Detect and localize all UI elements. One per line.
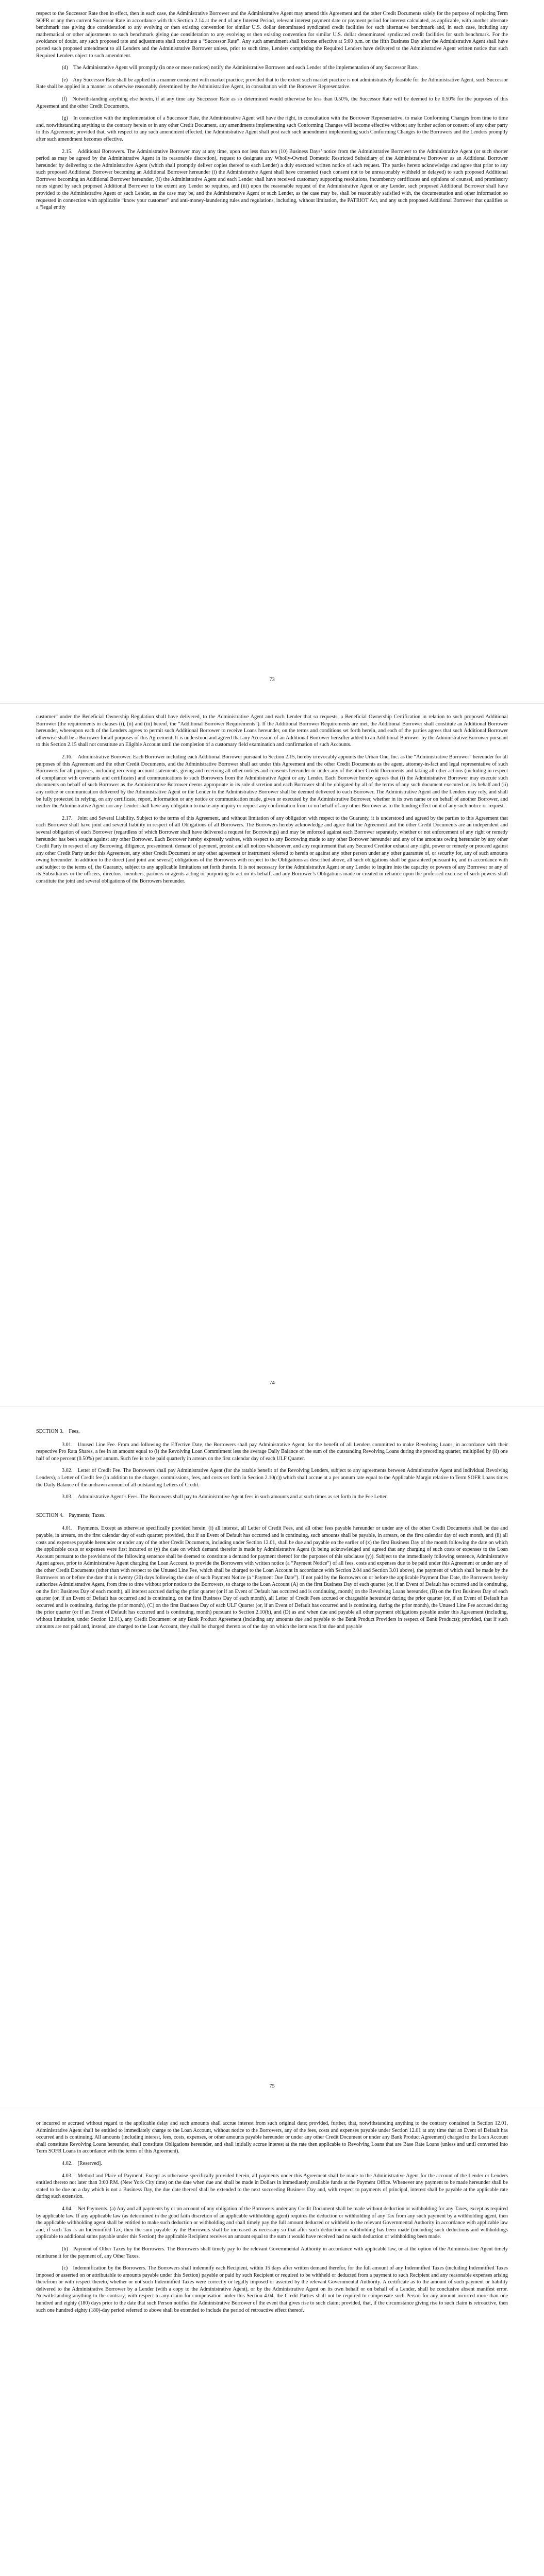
page-75-paragraph-2: 3.02. Letter of Credit Fee. The Borrowers shall pay Administrative Agent (for the ratable benefit of the Revolving Lenders, subject to any agreements between Administrative Agent and individual Revolving Lenders), a Letter of Credit fee (in addition to the charges, commissions, fees, and costs set forth in Section 2.10(c)) which shall accrue at a per annum rate equal to the Applicable Margin relative to Term SOFR Loans times the Daily Balance of the undrawn amount of all outstanding Letters of Credit. [36,1468,508,1488]
page-76-paragraph-1: or incurred or accrued without regard to the applicable delay and such amounts shall accrue interest from such original date; provided, further, that, notwithstanding anything to the contrary contained in Section 12.01, Administrative Agent shall be entitled to immediately charge to the Loan Account, without notice to the Borrowers, any of the fees, costs and expenses payable under Section 12.01 at any time that an Event of Default has occurred and is continuing. All amounts (including interest, fees, costs, expenses, or other amounts payable hereunder or under any other Credit Document or under any Bank Product Agreement) charged to the Loan Account shall constitute Revolving Loans hereunder, shall constitute Obligations hereunder, and shall initially accrue interest at the rate then applicable to Revolving Loans that are Base Rate Loans (unless and until converted into Term SOFR Loans in accordance with the terms of this Agreement). [36,2121,508,2155]
page-76-paragraph-2: 4.02. [Reserved]. [62,2160,102,2166]
document-page-75 [0,1406,544,2110]
page-number: 73 [269,677,275,683]
document-page-76 [0,2110,544,2576]
page-73-paragraph-4: (f) Notwithstanding anything else herein, if at any time any Successor Rate as so determined would otherwise be less than 0.50%, the Successor Rate will be deemed to be 0.50% for the purposes of this Agreement and the other Credit Documents. [36,96,508,109]
page-76-paragraph-3: 4.03. Method and Place of Payment. Except as otherwise specifically provided herein, all payments under this Agreement shall be made to the Administrative Agent for the account of the Lender or Lenders entitled thereto not later than 3:00 P.M. (New York City time) on the date when due and shall be made in Dollars in immediately available funds at the Payment Office. Whenever any payment to be made hereunder shall be stated to be due on a day which is not a Business Day, the due date thereof shall be extended to the next succeeding Business Day and, with respect to payments of principal, interest shall be payable at the applicable rate during such extension. [36,2173,508,2200]
section-4-heading: SECTION 4. Payments; Taxes. [36,1512,106,1518]
page-number: 74 [269,1380,275,1386]
page-76-paragraph-4: 4.04. Net Payments. (a) Any and all payments by or on account of any obligation of the Borrowers under any Credit Document shall be made without deduction or withholding for any Taxes, except as required by applicable law. If any applicable law (as determined in the good faith discretion of an applicable withholding agent) requires the deduction or withholding of any Tax from any such payment by a withholding agent, then the applicable withholding agent shall be entitled to make such deduction or withholding and shall timely pay the full amount deducted or withheld to the relevant Governmental Authority in accordance with applicable law and, if such Tax is an Indemnified Tax, then the sum payable by the Borrowers shall be increased as necessary so that after such deduction or withholding has been made (including such deductions and withholdings applicable to additional sums payable under this Section) the applicable Recipient receives an amount equal to the sum it would have received had no such deduction or withholding been made. [36,2206,508,2240]
page-73-paragraph-5: (g) In connection with the implementation of a Successor Rate, the Administrative Agent will have the right, in consultation with the Borrower Representative, to make Conforming Changes from time to time and, notwithstanding anything to the contrary herein or in any other Credit Document, any amendments implementing such Conforming Changes will become effective without any further action or consent of any other party to this Agreement; provided that, with respect to any such amendment effected, the Administrative Agent shall post each such amendment implementing such Conforming Changes to the Borrowers and the Lenders promptly after such amendment becomes effective. [36,115,508,142]
page-76-paragraph-6: (c) Indemnification by the Borrowers. The Borrowers shall indemnify each Recipient, within 15 days after written demand therefor, for the full amount of any Indemnified Taxes (including Indemnified Taxes imposed or asserted on or attributable to amounts payable under this Section) payable or paid by such Recipient or required to be withheld or deducted from a payment to such Recipient and any reasonable expenses arising therefrom or with respect thereto, whether or not such Indemnified Taxes were correctly or legally imposed or asserted by the relevant Governmental Authority. A certificate as to the amount of such payment or liability delivered to the Administrative Borrower by a Lender (with a copy to the Administrative Agent), or by the Administrative Agent on its own behalf or on behalf of a Lender, shall be conclusive absent manifest error. Notwithstanding anything to the contrary, with respect to any claim for compensation under this Section 4.04, the Credit Parties shall not be required to compensate such Person for any amount incurred more than one hundred and eighty (180) days prior to the date that such Person notifies the Administrative Borrower of the event that gives rise to such claim; provided, that, if the circumstance giving rise to such claim is retroactive, then such one hundred eighty (180)-day period referred to above shall be extended to include the period of retroactive effect thereof. [36,2265,508,2313]
page-73-paragraph-6: 2.15. Additional Borrowers. The Administrative Borrower may at any time, upon not less than ten (10) Business Days’ notice from the Administrative Borrower to the Administrative Agent (or such shorter period as may be agreed by the Administrative Agent in its reasonable discretion), request to designate any Wholly-Owned Domestic Restricted Subsidiary of the Administrative Borrower as an Additional Borrower hereunder by delivering to the Administrative Agent (which shall promptly deliver copies thereof to each Lender) a duly executed written notice of such request. The parties hereto acknowledge and agree that prior to any such proposed Additional Borrower becoming an Additional Borrower hereunder (i) the Administrative Agent shall have consented (such consent not to be unreasonably withheld or delayed) to such proposed Additional Borrower becoming an Additional Borrower hereunder, (ii) the Administrative Agent and each Lender shall have received customary supporting resolutions, incumbency certificates and opinions of counsel, and promissory notes signed by such proposed Additional Borrower to the extent any Lender so requires, and (iii) upon the reasonable request of the Administrative Agent or any Lender, such proposed Additional Borrower shall have provided to the Administrative Agent or such Lender, as the case may be, and the Administrative Agent or such Lender, as the case may be, shall be reasonably satisfied with, the documentation and other information so requested in connection with applicable “know your customer” and anti-money-laundering rules and regulations, including, without limitation, the PATRIOT Act, and any such proposed Additional Borrower that qualifies as a “legal entity [36,148,508,211]
page-75-paragraph-3: 3.03. Administrative Agent’s Fees. The Borrowers shall pay to Administrative Agent fees in such amounts and at such times as set forth in the Fee Letter. [62,1494,388,1500]
page-73-paragraph-3: (e) Any Successor Rate shall be applied in a manner consistent with market practice; provided that to the extent such market practice is not administratively feasible for the Administrative Agent, such Successor Rate shall be applied in a manner as otherwise reasonably determined by the Administrative Agent, in consultation with the Borrower Representative. [36,77,508,90]
document-page-74 [0,703,544,1406]
section-3-heading: SECTION 3. Fees. [36,1429,80,1434]
page-76-paragraph-5: (b) Payment of Other Taxes by the Borrowers. The Borrowers shall timely pay to the relevant Governmental Authority in accordance with applicable law, or at the option of the Administrative Agent timely reimburse it for the payment of, any Other Taxes. [36,2246,508,2259]
document-page-73 [0,0,544,703]
page-75-paragraph-1: 3.01. Unused Line Fee. From and following the Effective Date, the Borrowers shall pay Administrative Agent, for the benefit of all Lenders committed to make Revolving Loans, in accordance with their respective Pro Rata Shares, a fee in an amount equal to (i) the Revolving Loan Commitment less the average Daily Balance of the sum of the outstanding Revolving Loans during the preceding quarter, multiplied by (ii) one half of one percent (0.50%) per annum. Such fee is to be paid quarterly in arrears on the first calendar day of each ULF Quarter. [36,1442,508,1462]
page-74-paragraph-1: customer” under the Beneficial Ownership Regulation shall have delivered, to the Administrative Agent and each Lender that so requests, a Beneficial Ownership Certification in relation to such proposed Additional Borrower (the requirements in clauses (i), (ii) and (iii) hereof, the “Additional Borrower Requirements”). If the Additional Borrower Requirements are met, the Additional Borrower shall constitute an Additional Borrower hereunder, whereupon each of the Lenders agrees to permit such Additional Borrower to receive Loans hereunder, on the terms and conditions set forth herein, and each of the parties agrees that such Additional Borrower otherwise shall be a Borrower for all purposes of this Agreement. It is understood and agreed that any Accession of an Additional Borrower hereafter added to an Additional Borrower by the Administrative Borrower pursuant to this Section 2.15 shall not constitute an Eligible Account until the completion of a customary field examination and confirmation of such Accounts. [36,714,508,748]
page-75-paragraph-4: 4.01. Payments. Except as otherwise specifically provided herein, (i) all interest, all Letter of Credit Fees, and all other fees payable hereunder or under any of the other Credit Documents shall be due and payable, in arrears, on the first calendar day of each quarter; provided, that if an Event of Default has occurred and is continuing, such amounts shall be payable, in arrears, on the first calendar day of each month, and (ii) all costs and expenses payable hereunder or under any of the other Credit Documents, including under Section 12.01, shall be due and payable on the earlier of (x) the first Business Day of the month following the date on which the applicable costs or expenses were first incurred or (y) the date on which demand therefor is made by Administrative Agent (it being acknowledged and agreed that any charging of such costs or expenses to the Loan Account pursuant to the provisions of the following sentence shall be deemed to constitute a demand for payment thereof for the purposes of this subclause (y)). Subject to the immediately following sentence, Administrative Agent agrees, prior to Administrative Agent charging the Loan Account, to provide the Borrowers with written notice (a “Payment Notice”) of all fees, costs and expenses due to be paid under this Agreement or under any of the other Credit Documents (other than with respect to the Unused Line Fee, which shall be charged to the Loan Account in accordance with Section 2.04 and Section 3.01 above), the payment of which shall be made by the Borrowers on or before the date that is twenty (20) days following the date of such Payment Notice (a “Payment Due Date”). If not paid by the Borrowers on or before the applicable Payment Due Date, the Borrowers hereby authorizes Administrative Agent, from time to time without prior notice to the Borrowers, to charge to the Loan Account (A) on the first Business Day of each quarter (or, if an Event of Default has occurred and is continuing, on the first Business Day of each month), all interest accrued during the prior quarter (or if an Event of Default has occurred and is continuing, month) on the Revolving Loans hereunder, (B) on the first Business Day of each quarter (or, if an Event of Default has occurred and is continuing, on the first Business Day of each month), all Letter of Credit Fees accrued or chargeable hereunder during the prior quarter (or, if an Event of Default has occurred and is continuing, during the prior month), (C) on the first Business Day of each ULF Quarter (or, if an Event of Default has occurred and is continuing, during the prior month), the Unused Line Fee accrued during the prior quarter (or if an Event of Default has occurred and is continuing, month) pursuant to Section 2.10(b), and (D) as and when due and payable all other payment obligations payable under this Agreement (including, without limitation, under Section 12.01), any Credit Document or any Bank Product Agreement (including any amounts due and payable to the Bank Product Providers in respect of Bank Products); provided, that if such amounts are not paid and, instead, are charged to the Loan Account, they shall be charged thereto as of the day on which the item was first due and payable [36,1526,508,1630]
page-73-paragraph-1: respect to the Successor Rate then in effect, then in each case, the Administrative Borrower and the Administrative Agent may amend this Agreement and the other Credit Documents solely for the purpose of replacing Term SOFR or any then current Successor Rate in accordance with this Section 2.14 at the end of any Interest Period, relevant interest payment date or payment period for interest calculated, as applicable, with another alternate benchmark rate giving due consideration to any evolving or then existing convention for similar U.S. dollar denominated syndicated credit facilities for such alternative benchmark and, in each case, including any mathematical or other adjustments to such benchmark giving due consideration to any evolving or then existing convention for similar U.S. dollar denominated syndicated credit facilities for such benchmark. For the avoidance of doubt, any such proposed rate and adjustments shall constitute a “Successor Rate”. Any such amendment shall become effective at 5:00 p.m. on the fifth Business Day after the Administrative Agent shall have posted such proposed amendment to all Lenders and the Administrative Borrower unless, prior to such time, Lenders comprising the Required Lenders have delivered to the Administrative Agent written notice that such Required Lenders object to such amendment. [36,11,508,59]
page-73-paragraph-2: (d) The Administrative Agent will promptly (in one or more notices) notify the Administrative Borrower and each Lender of the implementation of any Successor Rate. [62,65,418,71]
page-74-paragraph-3: 2.17. Joint and Several Liability. Subject to the terms of this Agreement, and without limitation of any obligation with respect to the Guaranty, it is understood and agreed by the parties to this Agreement that each Borrower shall have joint and several liability in respect of all Obligations of all Borrowers. The Borrowers hereby acknowledge and agree that the Agreement and the other Credit Documents are an independent and several obligation of each Borrower (regardless of which Borrower shall have delivered a request for Borrowings) and may be enforced against each Borrower separately, whether or not enforcement of any right or remedy hereunder has been sought against any other Borrower. Each Borrower hereby expressly waives, with respect to any Borrowing made to any other Borrower hereunder and any of the amounts owing hereunder by any other Credit Party in respect of any Borrowing, diligence, presentment, demand of payment, protest and all notices whatsoever, and any requirement that any Secured Creditor exhaust any right, power or remedy or proceed against any other Credit Party under this Agreement, any other Credit Document or any other agreement or instrument referred to herein or against any other person under any other guarantee of, or security for, any of such amounts owing hereunder. In addition to the direct (and joint and several) obligations of the Borrowers with respect to the Obligations as described above, all such obligations shall be guaranteed pursuant to, and in accordance with and subject to the terms of, the Guaranty, subject to any applicable limitations set forth therein. It is not necessary for the Administrative Agent or any Lender to inquire into the capacity or powers of any Borrower or any of its Subsidiaries or the officers, directors, members, partners or agents acting or purporting to act on its behalf, and any Borrower’s Obligations made or created in reliance upon the professed exercise of such powers shall constitute the joint and several obligations of the Borrowers hereunder. [36,815,508,885]
page-74-paragraph-2: 2.16. Administrative Borrower. Each Borrower including each Additional Borrower pursuant to Section 2.15, hereby irrevocably appoints the Urban One, Inc. as the “Administrative Borrower” hereunder for all purposes of this Agreement and the other Credit Documents, and the Administrative Borrower shall act under this Agreement and the other Credit Documents as the agent, attorney-in-fact and legal representative of such Borrowers for all purposes, including receiving account statements, giving and receiving all other notices and consents hereunder or under any of the other Credit Documents and taking all other actions (including in respect of compliance with covenants and certificates) and communications to such Borrowers from the Administrative Agent or any Lender. Each Borrower hereby agrees that (i) the Administrative Borrower may execute such documents on behalf of such Borrower as the Administrative Borrower deems appropriate in its sole discretion and each Borrower shall be obligated by all of the terms of any such document executed on its behalf and (ii) any notice or communication delivered by the Administrative Agent or the Lender to the Administrative Borrower shall be deemed delivered to each Borrower. The Administrative Agent and the Lenders may rely, and shall be fully protected in relying, on any certificate, report, information or any notice or communication made, given or executed by the Administrative Borrower, whether in its own name or on behalf of another Borrower, and neither the Administrative Agent nor any Lender shall have any obligation to make any inquiry or request any confirmation from or on behalf of any other Borrower as to the binding effect on it of any such notice or request. [36,754,508,809]
page-number: 75 [269,2083,275,2089]
